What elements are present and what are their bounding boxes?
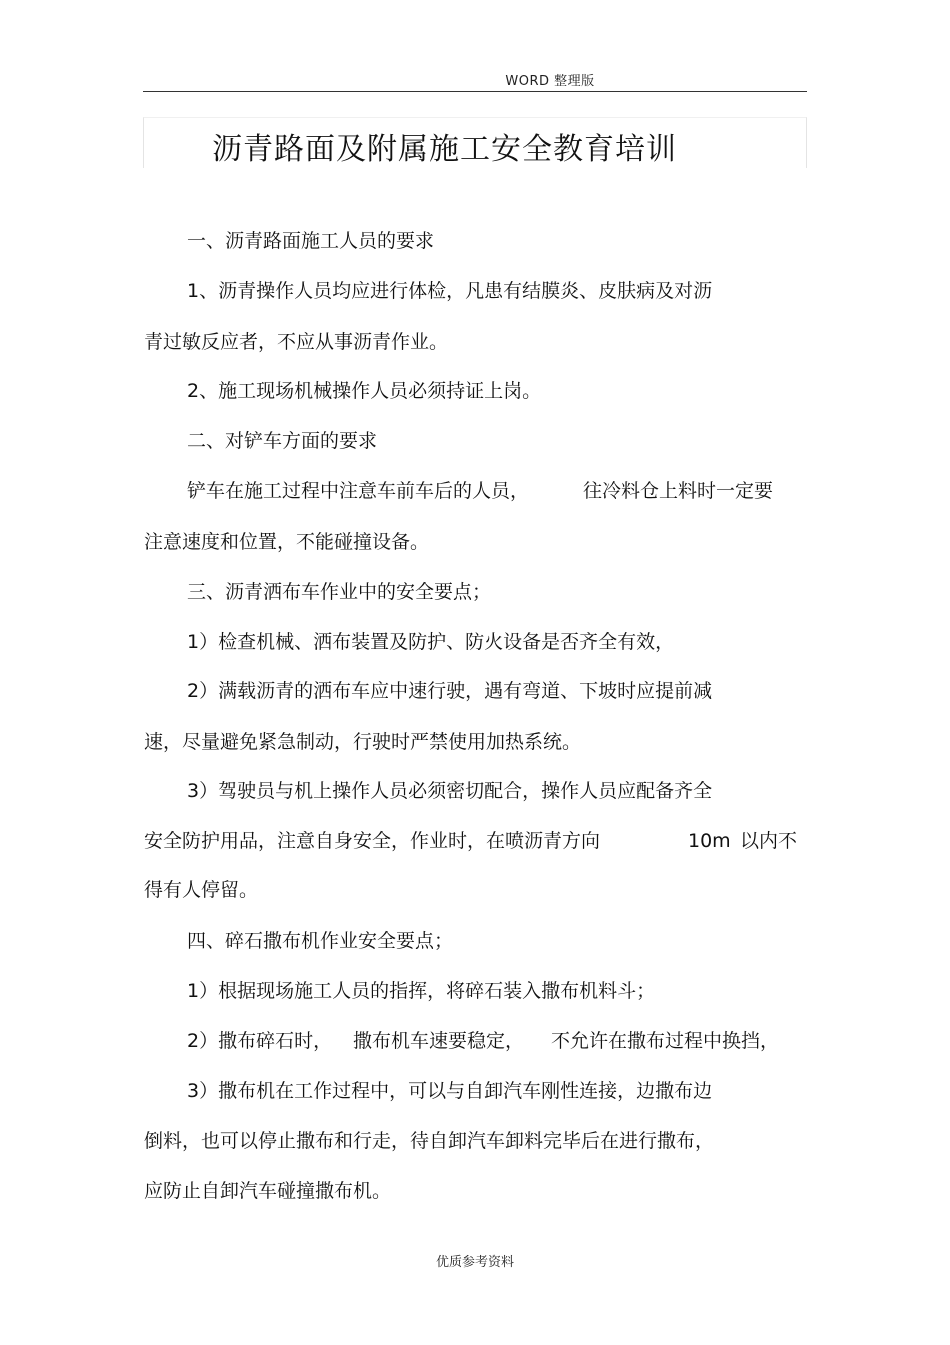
paragraph-line: 10m (688, 830, 731, 852)
paragraph-line: 不允许在撒布过程中换挡， (551, 1030, 780, 1052)
paragraph-line: 3）撒布机在工作过程中，可以与自卸汽车刚性连接，边撒布边 (187, 1080, 713, 1102)
paragraph-line: 倒料，也可以停止撒布和行走，待自卸汽车卸料完毕后在进行撒布， (144, 1130, 715, 1152)
paragraph-line: 往冷料仓上料时一定要 (583, 480, 774, 502)
paragraph-line: 2、施工现场机械操作人员必须持证上岗。 (187, 380, 542, 402)
paragraph-line: 注意速度和位置，不能碰撞设备。 (144, 531, 430, 553)
paragraph-line: 2）撒布碎石时， (187, 1030, 333, 1052)
paragraph-line: 2）满载沥青的洒布车应中速行驶，遇有弯道、下坡时应提前减 (187, 680, 713, 702)
document-title: 沥青路面及附属施工安全教育培训 (212, 132, 677, 167)
paragraph-line: 1、沥青操作人员均应进行体检，凡患有结膜炎、皮肤病及对沥 (187, 280, 713, 302)
header-divider (143, 91, 807, 92)
paragraph-line: 3）驾驶员与机上操作人员必须密切配合，操作人员应配备齐全 (187, 780, 713, 802)
paragraph-line: 以内不 (740, 830, 798, 852)
paragraph-line: 1）根据现场施工人员的指挥，将碎石装入撒布机料斗； (187, 980, 656, 1002)
section-heading-1: 一、沥青路面施工人员的要求 (187, 230, 435, 252)
paragraph-line: 铲车在施工过程中注意车前车后的人员， (187, 480, 530, 502)
paragraph-line: 应防止自卸汽车碰撞撒布机。 (144, 1180, 392, 1202)
paragraph-line: 安全防护用品，注意自身安全，作业时，在喷沥青方向 (144, 830, 601, 852)
paragraph-line: 速，尽量避免紧急制动，行驶时严禁使用加热系统。 (144, 731, 582, 753)
paragraph-line: 得有人停留。 (144, 879, 259, 901)
page-header-text: WORD 整理版 (505, 74, 595, 89)
paragraph-line: 撒布机车速要稳定， (353, 1030, 525, 1052)
section-heading-2: 二、对铲车方面的要求 (187, 430, 378, 452)
page-footer-text: 优质参考资料 (435, 1255, 514, 1270)
paragraph-line: 青过敏反应者，不应从事沥青作业。 (144, 331, 449, 353)
paragraph-line: 1）检查机械、洒布装置及防护、防火设备是否齐全有效， (187, 631, 675, 653)
section-heading-4: 四、碎石撒布机作业安全要点； (187, 930, 454, 952)
section-heading-3: 三、沥青洒布车作业中的安全要点； (187, 581, 492, 603)
